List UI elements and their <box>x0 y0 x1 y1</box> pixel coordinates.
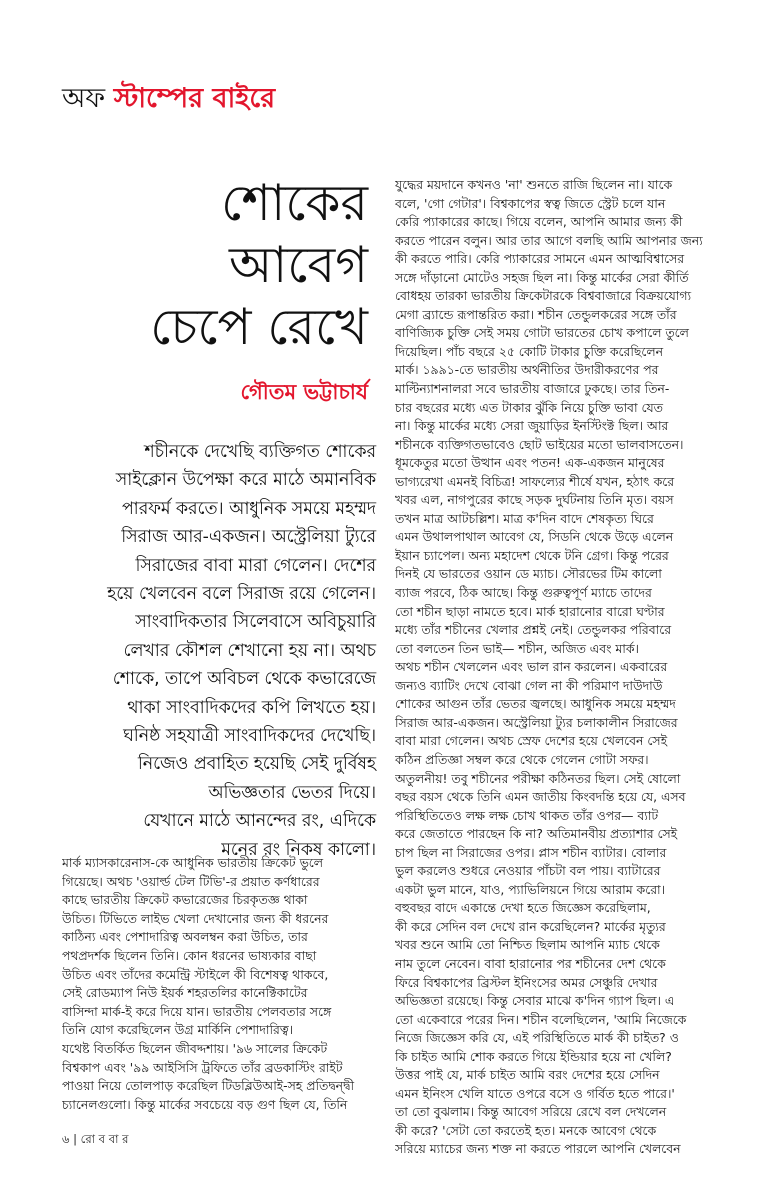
body-line: কেরি প্যাকারের কাছে। গিয়ে বলেন, আপনি আমার জন্য কী <box>395 214 683 230</box>
section-header <box>62 82 275 116</box>
lead-line: সাইক্লোন উপেক্ষা করে মাঠে অমানবিক <box>115 470 376 491</box>
body-line: কী করতে পারি। কেরি প্যাকারের সামনে এমন আত্মবিশ্বাসের <box>395 251 685 267</box>
body-line: সিরাজ আর-একজন। অস্ট্রেলিয়া ট্যুর চলাকালীন সিরাজের <box>395 714 678 730</box>
body-line: নাম তুলে নেবেন। বাবা হারানোর পর শচীনের দেশ থেকে <box>395 955 666 971</box>
body-line: বিশ্বকাপ এবং '৯৯ আইসিসি ট্রফিতে তাঁর ব্রডকাস্টিং রাইট <box>62 1059 343 1075</box>
body-line: ভুল করলেও শুধরে নেওয়ার পাঁচটা বল পায়। ব্যাটারের <box>395 863 661 879</box>
body-line: পরিস্থিতিতেও লক্ষ লক্ষ চোখ থাকত তাঁর ওপর— ব্যাট <box>395 807 659 823</box>
lead-line: পারফর্ম করতে। আধুনিক সময়ে মহম্মদ <box>121 498 376 519</box>
body-line: নিজে জিজ্ঞেস করি যে, এই পরিস্থিতিতে মার্ক কী চাইত? ও <box>395 1030 679 1046</box>
body-line: চার বছরের মধ্যে এত টাকার ঝুঁকি নিয়ে চুক্তি ভাবা যেত <box>395 399 663 415</box>
body-column-left <box>62 854 384 1114</box>
body-line: না। কিন্তু মার্কের মধ্যে সেরা জুয়াড়ির ইনস্টিংক্ট ছিল। আর <box>395 418 669 434</box>
lead-line: শোকে, তাপে অবিচল থেকে কভারেজে <box>112 669 376 690</box>
lead-line: নিজেও প্রবাহিত হয়েছি সেই দুর্বিষহ <box>137 754 376 775</box>
lead-line: হয়ে খেলবেন বলে সিরাজ রয়ে গেলেন। <box>107 584 376 605</box>
body-line: একটা ভুল মানে, যাও, প্যাভিলিয়নে গিয়ে আরাম করো। <box>395 881 666 897</box>
body-line: চ্যানেলগুলো। কিন্তু মার্কের সবচেয়ে বড় গুণ ছিল যে, তিনি <box>62 1096 348 1112</box>
body-line: উচিত এবং তাঁদের কমেন্ট্রি স্টাইলে কী বিশেষত্ব থাকবে, <box>62 966 329 982</box>
body-line: দিয়েছিল। পাঁচ বছরে ২৫ কোটি টাকার চুক্তি করেছিলেন <box>395 343 664 359</box>
body-line: বলে, 'গো গেটার'। বিশ্বকাপের স্বত্ব জিতে স্ট্রেট চলে যান <box>395 195 666 211</box>
lead-line: ঘনিষ্ঠ সহযাত্রী সাংবাদিকদের দেখেছি। <box>123 726 376 747</box>
body-line: অথচ শচীন খেললেন এবং ভাল রান করলেন। একবারের <box>395 659 668 675</box>
body-line: কি চাইত আমি শোক করতে গিয়ে ইন্ডিয়ার হয়ে না খেলি? <box>395 1048 672 1064</box>
body-line: বছর বয়স থেকে তিনি এমন জাতীয় কিংবদন্তি হয়ে যে, এসব <box>395 789 686 805</box>
lead-line: থাকা সাংবাদিকদের কপি লিখতে হয়। <box>127 697 376 718</box>
body-line: সরিয়ে ম্যাচের জন্য শক্ত না করতে পারলে আপনি খেলবেন <box>395 1141 681 1157</box>
body-line: কাছে ভারতীয় ক্রিকেট কভারেজের চিরকৃতজ্ঞ থাকা <box>62 892 308 908</box>
body-line: মার্ক। ১৯৯১-তে ভারতীয় অর্থনীতির উদারীকরণের পর <box>395 362 659 378</box>
body-line: মাল্টিন্যাশনালরা সবে ভারতীয় বাজারে ঢুকছে। তার তিন- <box>395 381 670 397</box>
body-line: এমন উথালপাথাল আবেগ যে, সিডনি থেকে উড়ে এলেন <box>395 529 674 545</box>
body-line: তা তো বুঝলাম। কিন্তু আবেগ সরিয়ে রেখে বল দেখলেন <box>395 1104 667 1120</box>
body-line: খবর এল, নাগপুরের কাছে সড়ক দুর্ঘটনায় তিনি মৃত। বয়স <box>395 492 674 508</box>
headline-line: আবেগ <box>228 236 368 294</box>
body-line: মধ্যে তাঁর শচীনের খেলার প্রশ্নই নেই। তেন্ডুলকর পরিবারে <box>395 622 672 638</box>
lead-line: যেখানে মাঠে আনন্দের রং, এদিকে <box>143 811 376 832</box>
body-line: কাঠিন্য এবং পেশাদারিত্ব অবলম্বন করা উচিত, তার <box>62 929 308 945</box>
body-line: তো একেবারে পরের দিন। শচীন বলেছিলেন, 'আমি নিজেকে <box>395 1011 687 1027</box>
body-line: জন্যও ব্যাটিং দেখে বোঝা গেল না কী পরিমাণ দাউদাউ <box>395 677 663 693</box>
body-column-right <box>395 176 745 1159</box>
body-line: সেই রোডম্যাপ নিউ ইয়র্ক শহরতলির কানেক্টিকাটের <box>62 985 308 1001</box>
body-line: এমন ইনিংস খেলি যাতে ওপরে বসে ও গর্বিত হতে পারে।' <box>395 1085 675 1101</box>
body-line: পথপ্রদর্শক ছিলেন তিনি। কোন ধরনের ভাষ্যকার বাছা <box>62 947 317 963</box>
body-line: তিনি যোগ করেছিলেন উগ্র মার্কিনি পেশাদারিত্ব। <box>62 1022 294 1038</box>
body-line: কঠিন প্রতিজ্ঞা সম্বল করে থেকে গেলেন গোটা সফর। <box>395 751 649 767</box>
footer-separator: | <box>69 1132 81 1146</box>
body-line: অতুলনীয়! তবু শচীনের পরীক্ষা কঠিনতর ছিল। সেই ষোলো <box>395 770 681 786</box>
author-byline: গৌতম ভট্টাচার্য <box>240 380 368 404</box>
article-headline <box>150 172 368 358</box>
lead-line: সিরাজ আর-একজন। অস্ট্রেলিয়া ট্যুরে <box>121 527 376 548</box>
body-line: শোকের আগুন তাঁর ভেতর জ্বলছে। আধুনিক সময়ে মহম্মদ <box>395 696 676 712</box>
section-title: স্টাম্পের বাইরে <box>113 83 276 114</box>
body-line: পাওয়া নিয়ে তোলপাড় করেছিল টিডব্লিউআই-সহ প্রতিদ্বন্দ্বী <box>62 1078 354 1094</box>
body-line: মার্ক ম্যাসকারেনাস-কে আধুনিক ভারতীয় ক্রিকেট ভুলে <box>62 855 324 870</box>
body-line: ইয়ান চ্যাপেল। অন্য মহাদেশ থেকে টনি গ্রেগ। কিন্তু পরের <box>395 547 669 563</box>
body-line: ব্যাজ পরবে, ঠিক আছে। কিন্তু গুরুত্বপূর্ণ ম্যাচে তাদের <box>395 585 652 601</box>
lead-line: মনের রং নিকষ কালো। <box>221 839 376 860</box>
lead-line: লেখার কৌশল শেখানো হয় না। অথচ <box>123 640 376 661</box>
body-line: গিয়েছে। অথচ 'ওয়ার্ল্ড টেল টিভি'-র প্রয়াত কর্ণধারের <box>62 873 320 889</box>
page-number: ৬ <box>62 1132 70 1146</box>
body-line: বোধহয় তারকা ভারতীয় ক্রিকেটারকে বিশ্ববাজারে বিক্রয়যোগ্য <box>395 288 692 304</box>
body-line: উত্তর পাই যে, মার্ক চাইত আমি বরং দেশের হয়ে সেদিন <box>395 1067 660 1083</box>
body-line: দিনই যে ভারতের ওয়ান ডে ম্যাচ। সৌরভের টিম কালো <box>395 566 662 582</box>
body-line: তখন মাত্র আটচল্লিশ। মাত্র ক'দিন বাদে শেষকৃত্য ঘিরে <box>395 510 654 526</box>
page-footer <box>62 1131 128 1150</box>
body-line: উচিত। টিভিতে লাইভ খেলা দেখানোর জন্য কী ধরনের <box>62 910 329 926</box>
body-line: কী করে সেদিন বল দেখে রান করেছিলেন? মার্কের মৃত্যুর <box>395 918 666 934</box>
body-line: সঙ্গে দাঁড়ানো মোটেও সহজ ছিল না। কিন্তু মার্কের সেরা কীর্তি <box>395 269 689 285</box>
section-prefix: অফ <box>62 83 106 114</box>
body-line: খবর শুনে আমি তো নিশ্চিত ছিলাম আপনি ম্যাচ থেকে <box>395 937 660 953</box>
lead-paragraph <box>40 438 376 864</box>
body-line: বাবা মারা গেলেন। অথচ স্রেফ দেশের হয়ে খেলবেন সেই <box>395 733 668 749</box>
body-line: করতে পারেন বলুন। আর তার আগে বলছি আমি আপনার জন্য <box>395 232 703 248</box>
magazine-name: রো ব বা র <box>80 1132 129 1146</box>
body-line: যুদ্ধের ময়দানে কখনও 'না' শুনতে রাজি ছিলেন না। যাকে <box>395 177 673 192</box>
lead-line: অভিজ্ঞতার ভেতর দিয়ে। <box>208 782 376 803</box>
body-line: তো বলতেন তিন ভাই— শচীন, অজিত এবং মার্ক। <box>395 640 639 656</box>
body-line: অভিজ্ঞতা রয়েছে। কিন্তু সেবার মাঝে ক'দিন গ্যাপ ছিল। এ <box>395 993 675 1009</box>
lead-line: শচীনকে দেখেছি ব্যক্তিগত শোকের <box>144 442 376 462</box>
body-line: মেগা ব্র্যান্ডে রূপান্তরিত করা। শচীন তেন্ডুলকরের সঙ্গে তাঁর <box>395 306 677 322</box>
lead-line: সাংবাদিকতার সিলেবাসে অবিচুয়ারি <box>135 612 376 633</box>
body-line: কী করে? 'সেটা তো করতেই হত। মনকে আবেগ থেকে <box>395 1122 657 1138</box>
body-line: করে জেতাতে পারছেন কি না? অতিমানবীয় প্রত্যাশার সেই <box>395 826 678 842</box>
body-line: ধূমকেতুর মতো উত্থান এবং পতন! এক-একজন মানুষের <box>395 455 665 471</box>
body-line: বাণিজ্যিক চুক্তি সেই সময় গোটা ভারতের চোখ কপালে তুলে <box>395 325 689 341</box>
body-line: বহুবছর বাদে একান্তে দেখা হতে জিজ্ঞেস করেছিলাম, <box>395 900 651 916</box>
headline-line: শোকের <box>221 174 368 232</box>
lead-line: সিরাজের বাবা মারা গেলেন। দেশের <box>135 555 376 576</box>
headline-line: চেপে রেখে <box>150 298 368 356</box>
body-line: ভাগ্যরেখা এমনই বিচিত্র! সাফল্যের শীর্ষে যখন, হঠাৎ করে <box>395 473 675 489</box>
body-line: চাপ ছিল না সিরাজের ওপর। প্লাস শচীন ব্যাটার। বোলার <box>395 844 667 860</box>
body-line: যথেষ্ট বিতর্কিত ছিলেন জীবদ্দশায়। '৯৬ সালের ক্রিকেট <box>62 1040 328 1056</box>
body-line: শচীনকে ব্যক্তিগতভাবেও ছোট ভাইয়ের মতো ভালবাসতেন। <box>395 436 684 452</box>
body-line: ফিরে বিশ্বকাপের ব্রিস্টল ইনিংসের অমর সেঞ্চুরি দেখার <box>395 974 658 990</box>
body-line: তো শচীন ছাড়া নামতে হবে। মার্ক হারানোর বারো ঘণ্টার <box>395 603 665 619</box>
body-line: বাসিন্দা মার্ক-ই করে দিয়ে যান। ভারতীয় পেলবতার সঙ্গে <box>62 1003 332 1019</box>
